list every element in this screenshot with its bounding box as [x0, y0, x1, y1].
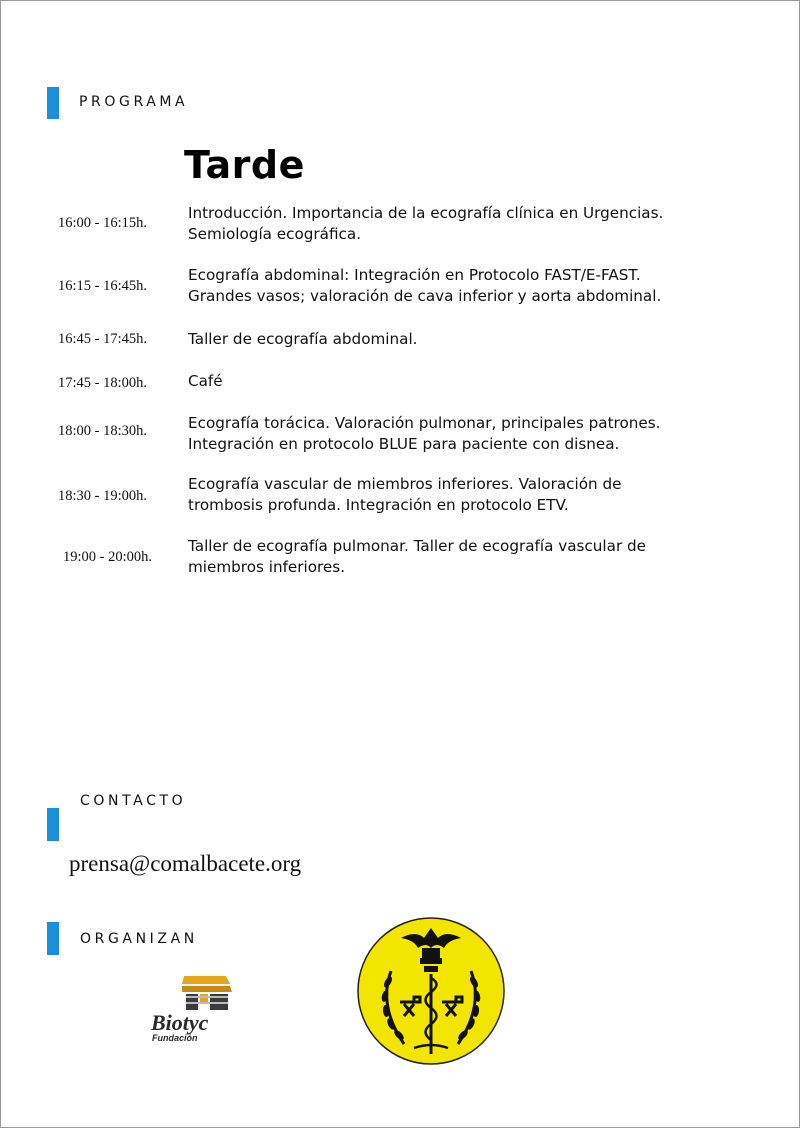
programa-accent-bar [47, 87, 59, 119]
description-line: Ecografía torácica. Valoración pulmonar, principales patrones. [188, 414, 661, 432]
description-line: Semiología ecográfica. [188, 225, 362, 243]
organizan-label: ORGANIZAN [80, 931, 198, 947]
schedule-time: 16:45 - 17:45h. [57, 331, 147, 347]
schedule-time: 17:45 - 18:00h. [57, 375, 147, 391]
contact-email[interactable]: prensa@comalbacete.org [69, 851, 302, 876]
schedule-description [188, 536, 768, 578]
schedule-time: 16:00 - 16:15h. [57, 215, 147, 231]
description-line: Café [188, 372, 223, 390]
description-line: Ecografía vascular de miembros inferiores. Valoración de [188, 475, 622, 493]
schedule-description [188, 265, 768, 307]
schedule-description [188, 413, 768, 455]
schedule-time: 18:30 - 19:00h. [57, 488, 147, 504]
schedule-description [188, 329, 768, 350]
schedule-description [188, 371, 768, 392]
medical-college-seal-icon [356, 916, 506, 1066]
biotyc-subtitle: Fundación [152, 1033, 198, 1043]
contacto-accent-bar [47, 808, 59, 841]
description-line: trombosis profunda. Integración en protocolo ETV. [188, 496, 569, 514]
programa-label: PROGRAMA [79, 94, 189, 110]
schedule-time: 16:15 - 16:45h. [57, 278, 147, 294]
schedule-time: 18:00 - 18:30h. [57, 423, 147, 439]
schedule-description [188, 474, 768, 516]
contacto-label: CONTACTO [80, 793, 187, 809]
program-title: Tarde [184, 143, 305, 187]
description-line: Ecografía abdominal: Integración en Protocolo FAST/E-FAST. [188, 266, 641, 284]
biotyc-name: Biotyc [151, 1010, 209, 1035]
description-line: Taller de ecografía abdominal. [188, 330, 418, 348]
schedule-time: 19:00 - 20:00h. [62, 549, 152, 565]
description-line: Taller de ecografía pulmonar. Taller de ecografía vascular de [188, 537, 647, 555]
description-line: miembros inferiores. [188, 558, 346, 576]
description-line: Grandes vasos; valoración de cava inferior y aorta abdominal. [188, 287, 662, 305]
description-line: Integración en protocolo BLUE para paciente con disnea. [188, 435, 620, 453]
description-line: Introducción. Importancia de la ecografía clínica en Urgencias. [188, 204, 664, 222]
organizan-accent-bar [47, 922, 59, 955]
schedule-description [188, 203, 768, 245]
